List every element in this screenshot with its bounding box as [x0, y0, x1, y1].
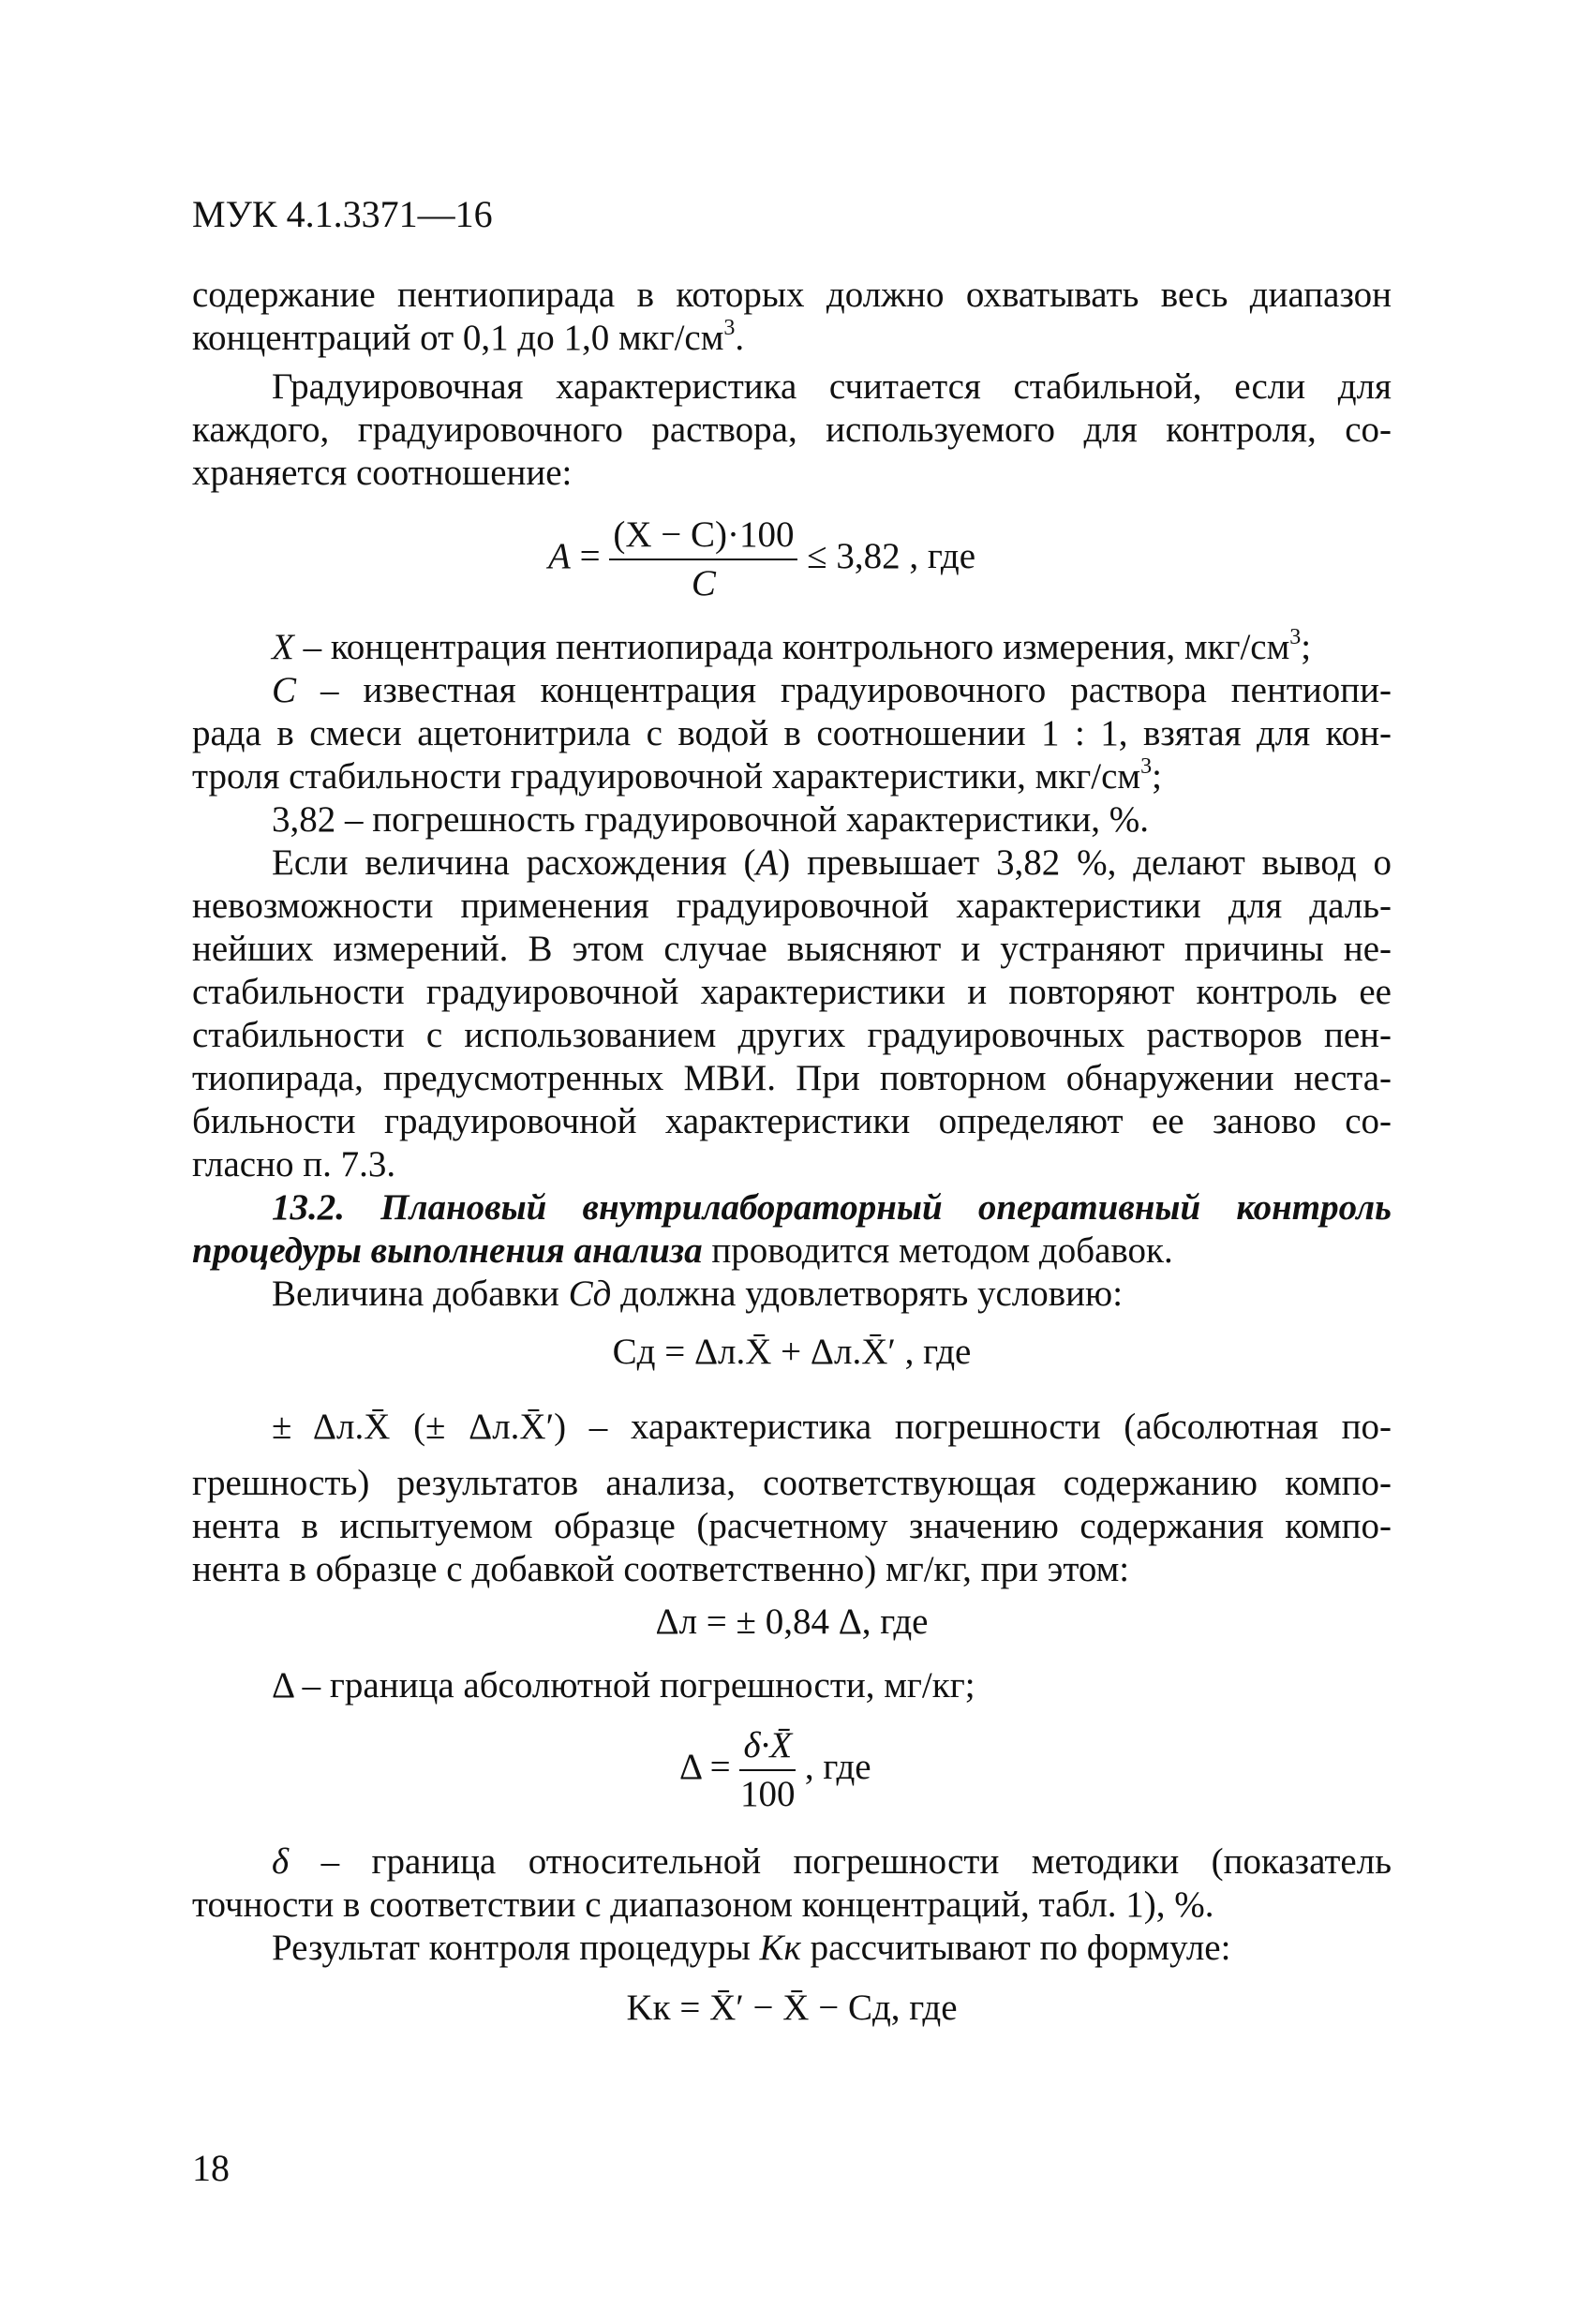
formula-delta-l: Δл = ± 0,84 Δ, где — [655, 1601, 929, 1642]
paragraph-line: Результат контроля процедуры Kк рассчитывают по формуле: — [272, 1928, 1231, 1968]
formula-fraction: $\frac{\delta\cdot X̄}{100}$ — [739, 1722, 796, 1818]
paragraph-line: содержание пентиопирада в которых должно охватывать весь диапазон — [192, 275, 1392, 315]
paragraph-line: гласно п. 7.3. — [192, 1144, 396, 1184]
paragraph-line: рада в смеси ацетонитрила с водой в соотношении 1 : 1, взятая для кон- — [192, 713, 1392, 753]
paragraph-line: стабильности градуировочной характеристики и повторяют контроль ее — [192, 972, 1392, 1012]
paragraph-line: тиопирада, предусмотренных МВИ. При повторном обнаружении неста- — [192, 1058, 1392, 1098]
paragraph-line: бильности градуировочной характеристики определяют ее заново со- — [192, 1101, 1392, 1141]
definition-382: 3,82 – погрешность градуировочной характеристики, %. — [272, 799, 1149, 840]
paragraph-line: концентраций от 0,1 до 1,0 мкг/$см^3$. — [192, 316, 745, 358]
paragraph-line: троля стабильности градуировочной характеристики, мкг/$см^3$; — [192, 754, 1162, 797]
paragraph-line: нента в испытуемом образце (расчетному значению содержания компо- — [192, 1506, 1392, 1546]
formula-delta: Δ = $\frac{\delta\cdot X̄}{100}$ , где — [679, 1722, 1054, 1818]
section-heading: 13.2. Плановый внутрилабораторный оперативный контроль — [272, 1187, 1392, 1228]
paragraph-line: Градуировочная характеристика считается стабильной, если для — [272, 366, 1392, 407]
paragraph-line: Если величина расхождения (A) превышает 3,82 %, делают вывод о — [272, 842, 1392, 883]
page-number: 18 — [192, 2147, 230, 2189]
paragraph-line: стабильности с использованием других градуировочных растворов пен- — [192, 1015, 1392, 1055]
paragraph-line: процедуры выполнения анализа проводится методом добавок. — [192, 1230, 1173, 1271]
formula-stability: A = $\frac{(X - C)\cdot 100}{C}$ ≤ 3,82 , где — [548, 512, 1110, 607]
paragraph-line: нейших измерений. В этом случае выясняют и устраняют причины не- — [192, 929, 1392, 969]
formula-fraction: $\frac{(X - C)\cdot 100}{C}$ — [609, 512, 797, 607]
definition-delta-rel: δ – граница относительной погрешности методики (показатель — [272, 1841, 1392, 1882]
paragraph-line: храняется соотношение: — [192, 453, 573, 493]
paragraph-line: нента в образце с добавкой соответственно) мг/кг, при этом: — [192, 1549, 1130, 1589]
paragraph-line: грешность) результатов анализа, соответствующая содержанию компо- — [192, 1463, 1392, 1503]
paragraph-line: ± Δл.X̄ (± Δл.X̄′) – характеристика погрешности (абсолютная по- — [272, 1407, 1392, 1447]
formula-kk: Kк = X̄′ − X̄ − Cд, где — [626, 1988, 958, 2028]
document-header: МУК 4.1.3371—16 — [192, 193, 493, 235]
paragraph-line: каждого, градуировочного раствора, используемого для контроля, со- — [192, 410, 1392, 450]
paragraph-line: точности в соответствии с диапазоном концентраций, табл. 1), %. — [192, 1885, 1214, 1925]
paragraph-line: Величина добавки Cд должна удовлетворять условию: — [272, 1274, 1124, 1314]
definition-x: X – концентрация пентиопирада контрольного измерения, мкг/$см^3$; — [272, 625, 1312, 667]
definition-delta: Δ – граница абсолютной погрешности, мг/кг; — [272, 1665, 975, 1706]
formula-additive: Cд = Δл.X̄ + Δл.X̄′ , где — [612, 1332, 972, 1372]
paragraph-line: невозможности применения градуировочной характеристики для даль- — [192, 886, 1392, 926]
definition-c: C – известная концентрация градуировочного раствора пентиопи- — [272, 670, 1392, 710]
